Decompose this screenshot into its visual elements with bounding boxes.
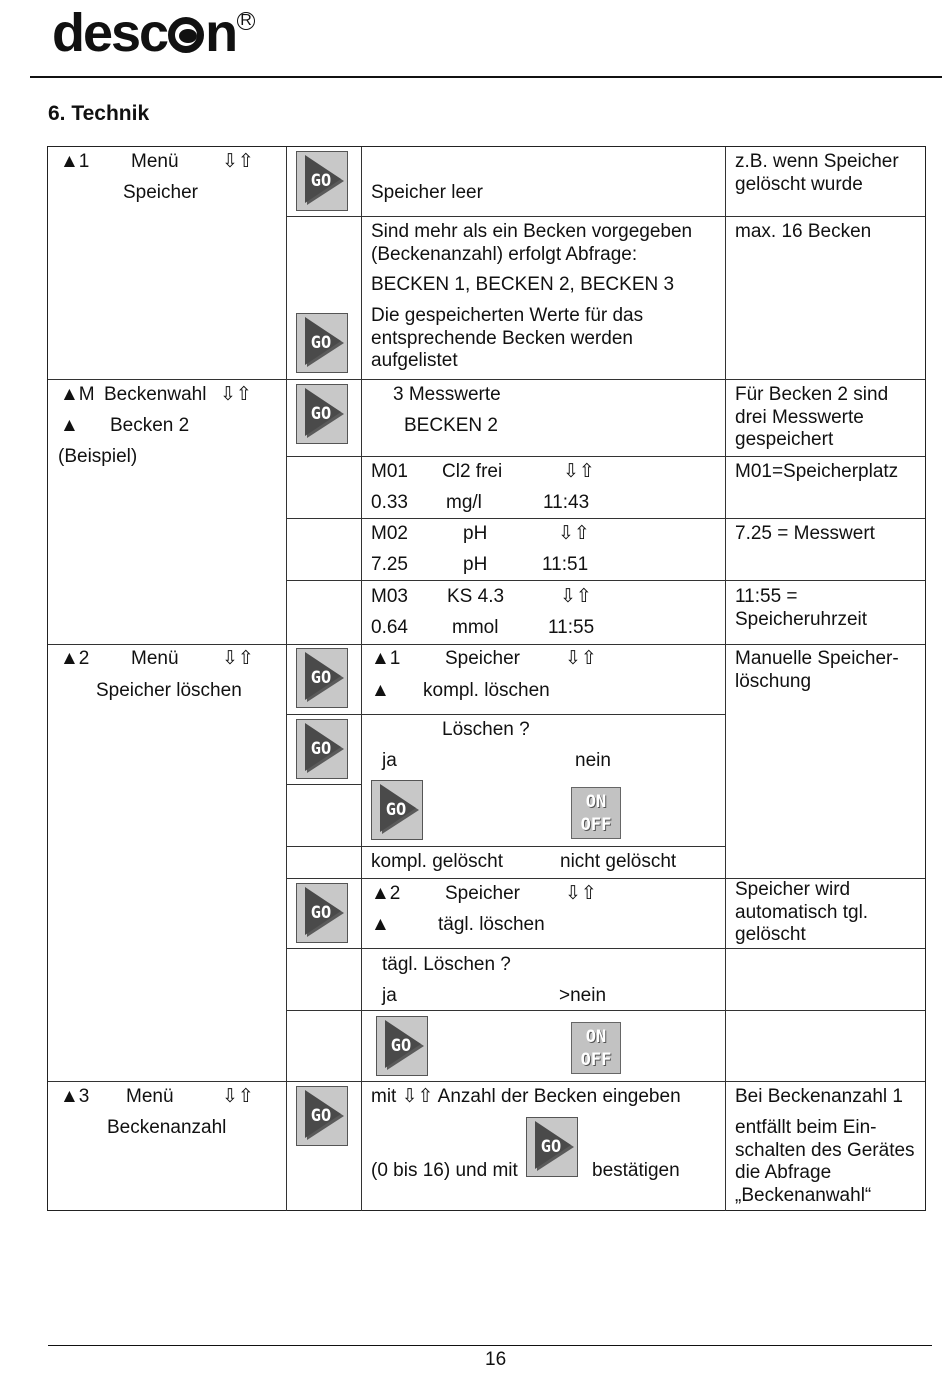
logo-text-b: n [205,3,237,63]
menu-item: Speicher löschen [96,680,242,701]
display-text: kompl. löschen [423,680,550,701]
question-text: Löschen ? [442,719,530,740]
svg-text:GO: GO [310,739,332,759]
arrows-up-down-icon: ⇩⇧ [558,523,590,544]
on-off-button-icon[interactable] [571,787,621,839]
note-text: M01=Speicherplatz [735,461,899,482]
note-text: Speicher wird automatisch tgl. gelöscht [735,879,869,945]
memory-slot-id: M02 [371,523,408,544]
arrows-up-down-icon: ⇩⇧ [560,586,592,607]
result-text: kompl. gelöscht [371,851,504,872]
measure-name: KS 4.3 [447,586,505,607]
option-yes: ja [382,985,397,1006]
display-nav: ▲2 [371,883,401,904]
svg-text:GO: GO [540,1137,562,1157]
go-button-icon[interactable] [296,883,348,943]
nav-label: ▲3 [60,1086,90,1107]
footer-rule [48,1345,932,1346]
measure-unit: mmol [452,617,499,638]
measure-time: 11:55 [548,617,595,638]
arrows-up-down-icon: ⇩⇧ [222,648,254,669]
section-title: 6. Technik [48,102,150,125]
note-text: Bei Beckenanzahl 1 [735,1086,903,1107]
svg-text:GO: GO [310,668,332,688]
logo-o-icon [168,17,204,53]
measure-unit: pH [463,554,488,575]
note-text: z.B. wenn Speicher gelöscht wurde [735,151,899,195]
measure-name: pH [463,523,488,544]
option-no: nein [575,750,611,771]
on-off-button-icon[interactable] [571,1022,621,1074]
go-button-icon[interactable] [296,1086,348,1146]
svg-text:GO: GO [310,404,332,424]
grid-line [286,147,287,1211]
display-text: Speicher leer [371,182,483,203]
grid-line [725,147,726,1211]
display-nav: ▲1 [371,648,401,669]
grid-line [286,518,925,519]
menu-label: Menü [131,648,179,669]
note-text: Manuelle Speicher-löschung [735,648,899,692]
grid-line [286,948,925,949]
grid-line [48,379,925,380]
descon-logo [52,2,236,64]
svg-text:GO: GO [310,171,332,191]
go-button-icon[interactable] [296,313,348,373]
on-label: ON [585,792,607,812]
go-button-icon[interactable] [371,780,423,840]
question-text: tägl. Löschen ? [382,954,511,975]
on-label: ON [585,1027,607,1047]
svg-text:GO: GO [390,1036,412,1056]
menu-label: Menü [131,151,179,172]
arrows-up-down-icon: ⇩⇧ [565,648,597,669]
grid-line [286,784,361,785]
display-text: Die gespeicherten Werte für das entsprechende Becken werden aufgelistet [371,305,644,371]
note-text: max. 16 Becken [735,221,872,242]
nav-label: ▲M [60,384,95,405]
measure-value: 0.64 [371,617,408,638]
measure-name: Cl2 frei [442,461,503,482]
logo-text-a: desc [52,3,168,63]
memory-slot-id: M01 [371,461,408,482]
grid-line [48,644,925,645]
option-no: >nein [559,985,607,1006]
display-text: Sind mehr als ein Becken vorgegeben (Beckenanzahl) erfolgt Abfrage: [371,221,693,265]
go-button-icon[interactable] [296,719,348,779]
display-nav: ▲ [371,914,390,935]
svg-text:GO: GO [310,1106,332,1126]
arrows-up-down-icon: ⇩⇧ [222,1086,254,1107]
example-label: (Beispiel) [58,446,138,467]
menu-label: Menü [126,1086,174,1107]
display-text: mit ⇩⇧ Anzahl der Becken eingeben [371,1086,681,1107]
display-text: (0 bis 16) und mit [371,1160,518,1181]
go-button-icon[interactable] [296,384,348,444]
measure-unit: mg/l [446,492,482,513]
display-nav: ▲ [371,680,390,701]
svg-text:GO: GO [385,800,407,820]
grid-line [361,147,362,1211]
display-text: Speicher [445,648,520,669]
go-button-icon[interactable] [296,151,348,211]
display-text: bestätigen [592,1160,680,1181]
note-text: entfällt beim Ein-schalten des Gerätes die Abfrage „Beckenanwahl“ [735,1117,915,1206]
menu-item: Becken 2 [110,415,190,436]
note-text: 7.25 = Messwert [735,523,875,544]
display-text: BECKEN 1, BECKEN 2, BECKEN 3 [371,274,675,295]
svg-text:GO: GO [310,333,332,353]
nav-label: ▲1 [60,151,90,172]
grid-line [286,714,725,715]
measure-time: 11:43 [543,492,590,513]
off-label: OFF [580,1050,612,1070]
svg-text:GO: GO [310,903,332,923]
result-text: nicht gelöscht [560,851,677,872]
grid-line [48,1081,925,1082]
page-number: 16 [485,1349,507,1370]
registered-mark: R [237,12,255,30]
arrows-up-down-icon: ⇩⇧ [563,461,595,482]
header-rule [30,76,942,78]
nav-label: ▲ [60,415,79,436]
menu-label: Beckenwahl [104,384,207,405]
grid-line [286,1010,925,1011]
menu-item: Beckenanzahl [107,1117,227,1138]
arrows-up-down-icon: ⇩⇧ [222,151,254,172]
display-text: Speicher [445,883,520,904]
measure-value: 7.25 [371,554,408,575]
menu-item: Speicher [123,182,198,203]
grid-line [286,456,925,457]
grid-line [286,846,725,847]
note-text: 11:55 = Speicheruhrzeit [735,586,868,630]
off-label: OFF [580,815,612,835]
measure-time: 11:51 [542,554,589,575]
arrows-up-down-icon: ⇩⇧ [220,384,252,405]
note-text: Für Becken 2 sind drei Messwerte gespeichert [735,384,889,450]
display-text: BECKEN 2 [404,415,498,436]
display-text: 3 Messwerte [393,384,501,405]
go-button-icon[interactable] [376,1016,428,1076]
go-button-icon[interactable] [296,648,348,708]
go-button-icon[interactable] [526,1117,578,1177]
display-text: tägl. löschen [438,914,545,935]
arrows-up-down-icon: ⇩⇧ [565,883,597,904]
grid-line [286,216,925,217]
measure-value: 0.33 [371,492,408,513]
memory-slot-id: M03 [371,586,408,607]
option-yes: ja [382,750,397,771]
nav-label: ▲2 [60,648,90,669]
grid-line [286,580,925,581]
